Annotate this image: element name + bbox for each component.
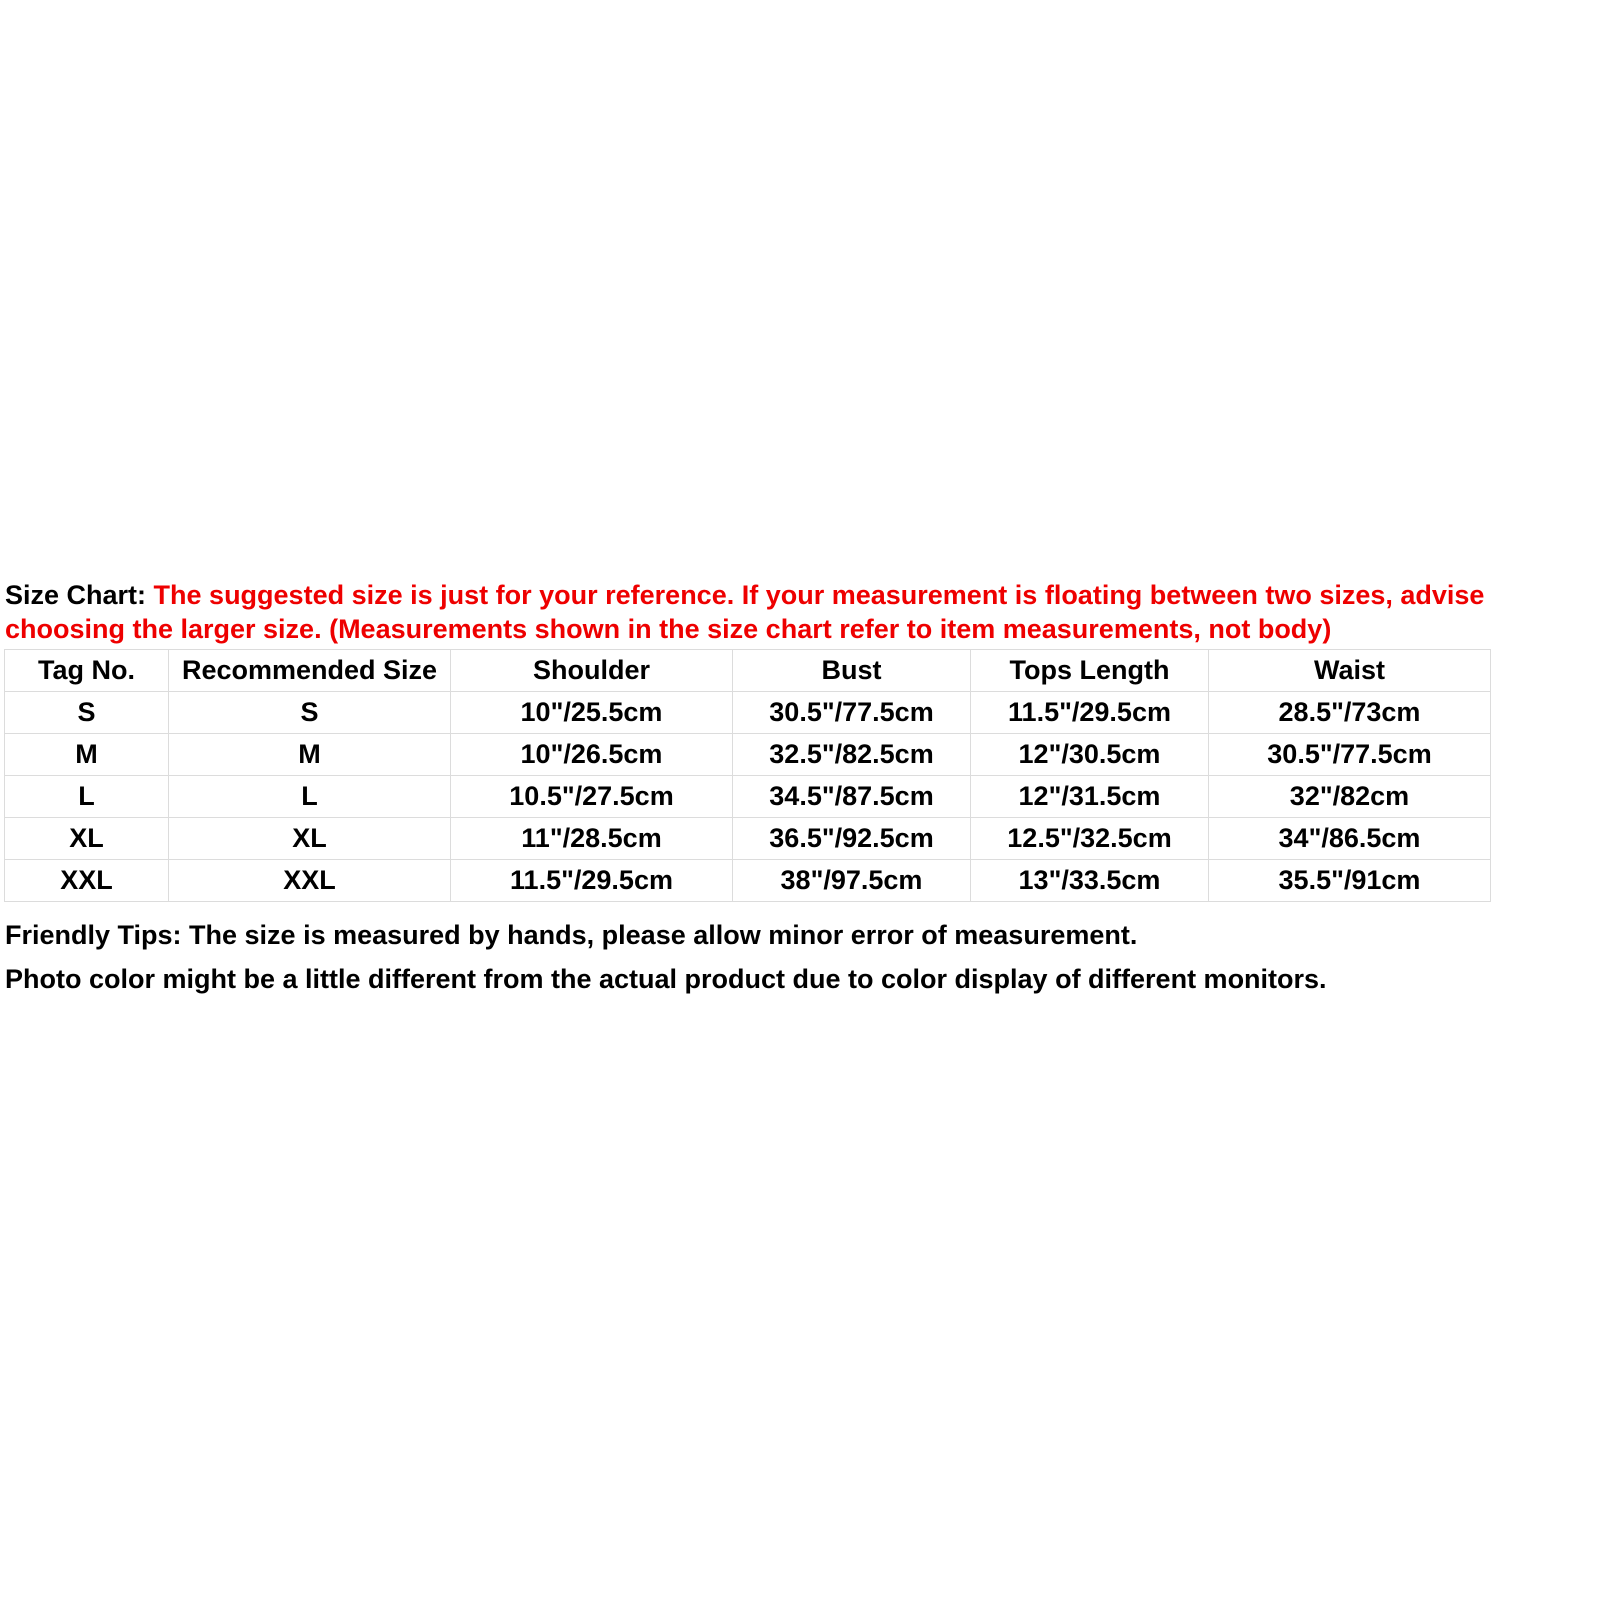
cell-waist: 32"/82cm — [1209, 776, 1491, 818]
table-row — [5, 860, 1491, 902]
cell-shoulder: 10.5"/27.5cm — [451, 776, 733, 818]
header-tops-length: Tops Length — [971, 650, 1209, 692]
friendly-tips-text: Friendly Tips: The size is measured by hands, please allow minor error of measurement. — [5, 920, 1138, 950]
cell-bust: 34.5"/87.5cm — [733, 776, 971, 818]
cell-tops-length: 12"/30.5cm — [971, 734, 1209, 776]
header-recommended-size: Recommended Size — [169, 650, 451, 692]
cell-tag-no: L — [5, 776, 169, 818]
size-chart-intro — [5, 578, 1595, 646]
cell-recommended-size: L — [169, 776, 451, 818]
table-row — [5, 776, 1491, 818]
cell-waist: 28.5"/73cm — [1209, 692, 1491, 734]
header-bust: Bust — [733, 650, 971, 692]
header-waist: Waist — [1209, 650, 1491, 692]
cell-waist: 35.5"/91cm — [1209, 860, 1491, 902]
cell-bust: 32.5"/82.5cm — [733, 734, 971, 776]
cell-shoulder: 10"/25.5cm — [451, 692, 733, 734]
table-row — [5, 692, 1491, 734]
header-shoulder: Shoulder — [451, 650, 733, 692]
cell-shoulder: 11.5"/29.5cm — [451, 860, 733, 902]
cell-tops-length: 11.5"/29.5cm — [971, 692, 1209, 734]
cell-bust: 38"/97.5cm — [733, 860, 971, 902]
photo-color-note: Photo color might be a little different from the actual product due to color display of different monitors. — [5, 964, 1327, 994]
size-advice-note-line-2: choosing the larger size. (Measurements shown in the size chart refer to item measurements, not body) — [5, 614, 1332, 644]
cell-tag-no: M — [5, 734, 169, 776]
table-header-row — [5, 650, 1491, 692]
cell-bust: 30.5"/77.5cm — [733, 692, 971, 734]
table-row — [5, 734, 1491, 776]
cell-recommended-size: XXL — [169, 860, 451, 902]
size-chart-label: Size Chart: — [5, 580, 147, 610]
cell-recommended-size: S — [169, 692, 451, 734]
header-tag-no: Tag No. — [5, 650, 169, 692]
intro-line-1 — [5, 578, 1595, 612]
size-chart-table — [4, 649, 1491, 902]
cell-recommended-size: XL — [169, 818, 451, 860]
cell-bust: 36.5"/92.5cm — [733, 818, 971, 860]
cell-tag-no: XXL — [5, 860, 169, 902]
cell-shoulder: 11"/28.5cm — [451, 818, 733, 860]
cell-tops-length: 13"/33.5cm — [971, 860, 1209, 902]
cell-waist: 30.5"/77.5cm — [1209, 734, 1491, 776]
cell-shoulder: 10"/26.5cm — [451, 734, 733, 776]
cell-tops-length: 12"/31.5cm — [971, 776, 1209, 818]
table-row — [5, 818, 1491, 860]
cell-tag-no: S — [5, 692, 169, 734]
cell-recommended-size: M — [169, 734, 451, 776]
size-advice-note-line-1: The suggested size is just for your reference. If your measurement is floating between two sizes, advise — [153, 580, 1485, 610]
cell-tops-length: 12.5"/32.5cm — [971, 818, 1209, 860]
cell-waist: 34"/86.5cm — [1209, 818, 1491, 860]
cell-tag-no: XL — [5, 818, 169, 860]
